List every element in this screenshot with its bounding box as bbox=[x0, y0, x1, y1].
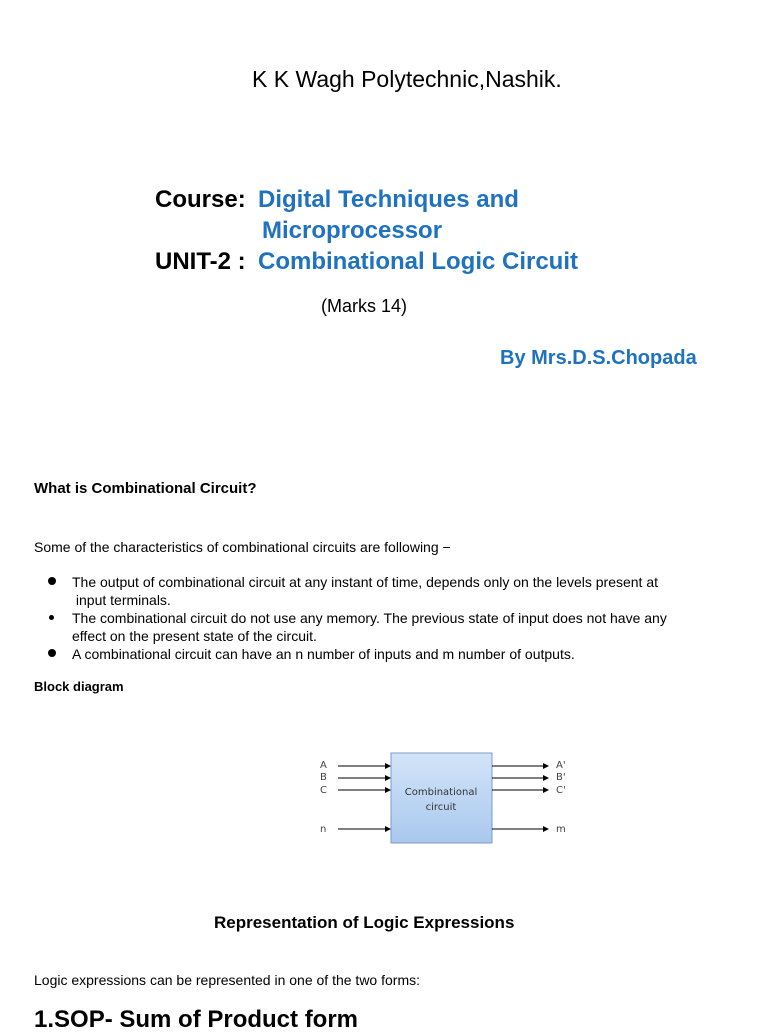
bullet-icon bbox=[49, 615, 54, 620]
list-item bbox=[34, 573, 724, 609]
bullet-icon bbox=[48, 649, 56, 657]
output-label-m: m bbox=[556, 824, 566, 835]
intro-paragraph: Some of the characteristics of combinational circuits are following − bbox=[34, 539, 451, 555]
list-item bbox=[34, 645, 724, 663]
section-heading: What is Combinational Circuit? bbox=[34, 480, 257, 497]
block-diagram bbox=[310, 748, 580, 848]
list-item-line: The output of combinational circuit at any instant of time, depends only on the levels present at bbox=[72, 574, 659, 590]
course-label: Course: bbox=[155, 186, 246, 213]
characteristics-list bbox=[34, 573, 724, 663]
representation-heading: Representation of Logic Expressions bbox=[214, 913, 515, 932]
unit-title: Combinational Logic Circuit bbox=[258, 248, 579, 275]
unit-label: UNIT-2 : bbox=[155, 248, 246, 275]
list-item-line: input terminals. bbox=[72, 592, 171, 608]
author-name: By Mrs.D.S.Chopada bbox=[500, 347, 697, 369]
combinational-circuit-box bbox=[391, 753, 492, 843]
course-title-line2: Microprocessor bbox=[262, 217, 443, 244]
box-label-line1: Combinational bbox=[404, 787, 478, 798]
institution-name: K K Wagh Polytechnic,Nashik. bbox=[252, 66, 562, 92]
input-label-n: n bbox=[320, 824, 327, 835]
list-item-line: A combinational circuit can have an n number of inputs and m number of outputs. bbox=[72, 646, 575, 662]
block-diagram-label: Block diagram bbox=[34, 679, 124, 694]
sop-heading: 1.SOP- Sum of Product form bbox=[34, 1006, 359, 1033]
list-item bbox=[34, 609, 724, 645]
bullet-icon bbox=[48, 577, 56, 585]
list-item-line: The combinational circuit do not use any memory. The previous state of input does not have any bbox=[72, 610, 667, 626]
marks-text: (Marks 14) bbox=[321, 296, 408, 316]
box-label-line2: circuit bbox=[425, 802, 457, 813]
input-label-a: A bbox=[320, 760, 327, 771]
input-label-b: B bbox=[320, 772, 327, 783]
output-label-b: B' bbox=[556, 772, 566, 783]
list-item-line: effect on the present state of the circuit. bbox=[72, 628, 317, 644]
input-label-c: C bbox=[320, 785, 327, 796]
course-title-line1: Digital Techniques and bbox=[258, 186, 519, 213]
output-label-a: A' bbox=[556, 760, 566, 771]
forms-paragraph: Logic expressions can be represented in one of the two forms: bbox=[34, 972, 420, 988]
output-label-c: C' bbox=[556, 785, 566, 796]
